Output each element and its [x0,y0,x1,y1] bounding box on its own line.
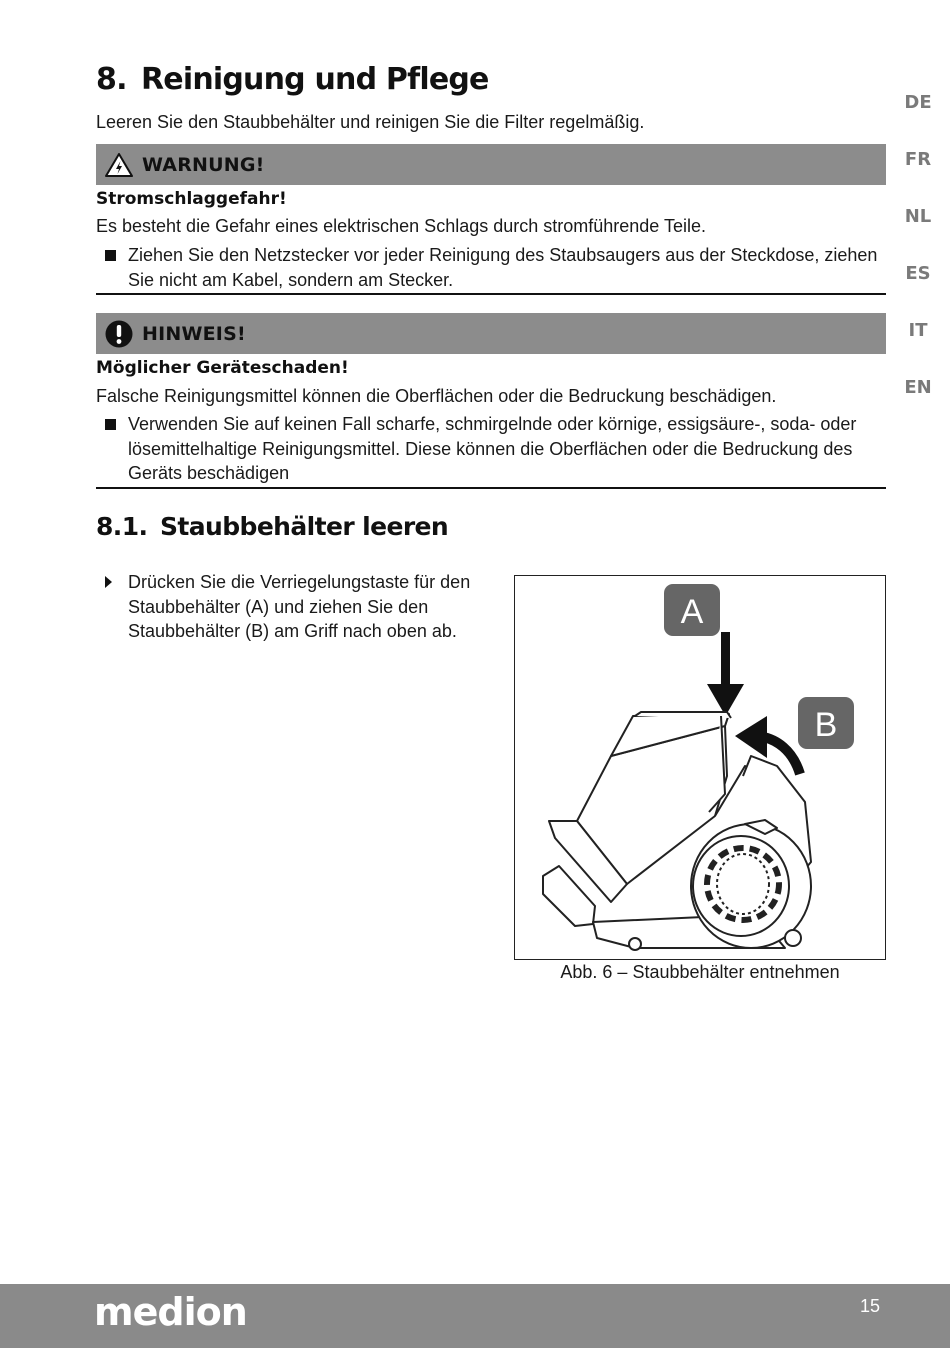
language-tab-fr[interactable]: FR [904,149,932,170]
notice-heading: Möglicher Geräteschaden! [96,358,349,378]
section-intro: Leeren Sie den Staubbehälter und reinigen Sie die Filter regelmäßig. [96,112,645,132]
bullet-square [105,419,116,430]
exclamation-circle-icon [96,319,142,349]
instruction-step-text: Drücken Sie die Verriegelungstaste für den Staubbehälter (A) und ziehen Sie den Staubbehälter (B) am Griff nach oben ab. [128,572,471,641]
warning-triangle-icon [96,152,142,178]
notice-bullet-text: Verwenden Sie auf keinen Fall scharfe, schmirgelnde oder körnige, essigsäure-, soda- oder lösemittelhaltige Reinigungsmittel. Diese können die Oberflächen oder die Bedruckung des Geräts beschädigen [128,414,857,483]
language-tab-nl[interactable]: NL [904,206,932,227]
figure-caption: Abb. 6 – Staubbehälter entnehmen [560,962,840,982]
section-title-text: Reinigung und Pflege [141,62,489,97]
medion-logo: medion [94,1290,247,1334]
warning-label: WARNUNG! [142,153,265,176]
step-arrow-icon [105,576,112,588]
language-tab-it[interactable]: IT [908,320,928,341]
bullet-square [105,250,116,261]
section-number: 8. [96,62,127,97]
instruction-step [96,570,496,644]
warning-heading: Stromschlaggefahr! [96,189,287,209]
label-b-badge [798,697,854,749]
warning-text: Es besteht die Gefahr eines elektrischen Schlags durch stromführende Teile. [96,216,707,236]
language-tab-es[interactable]: ES [905,263,931,284]
notice-text: Falsche Reinigungsmittel können die Oberflächen oder die Bedruckung beschädigen. [96,386,777,406]
language-tab-en[interactable]: EN [904,377,932,398]
notice-header [96,313,886,354]
subsection-title [96,512,448,541]
notice-bullet [96,412,886,486]
label-b: B [814,706,838,744]
figure-vacuum-illustration [514,575,886,960]
page-number: 15 [860,1296,881,1316]
language-tabs [890,74,948,416]
subsection-title-text: Staubbehälter leeren [160,512,449,541]
notice-divider [96,487,886,489]
arrow-down-icon [707,632,744,716]
warning-bullet-text: Ziehen Sie den Netzstecker vor jeder Reinigung des Staubsaugers aus der Steckdose, ziehen Sie nicht am Kabel, sondern am Stecker. [128,245,878,290]
vacuum-cleaner-drawing [543,712,811,950]
warning-header [96,144,886,185]
page-footer [0,1284,950,1348]
language-tab-de[interactable]: DE [904,92,932,113]
label-a: A [680,593,704,631]
label-a-badge [664,584,720,636]
subsection-number: 8.1. [96,512,148,541]
section-title [96,62,489,97]
warning-divider [96,293,886,295]
notice-label: HINWEIS! [142,322,246,345]
warning-bullet [96,243,886,292]
